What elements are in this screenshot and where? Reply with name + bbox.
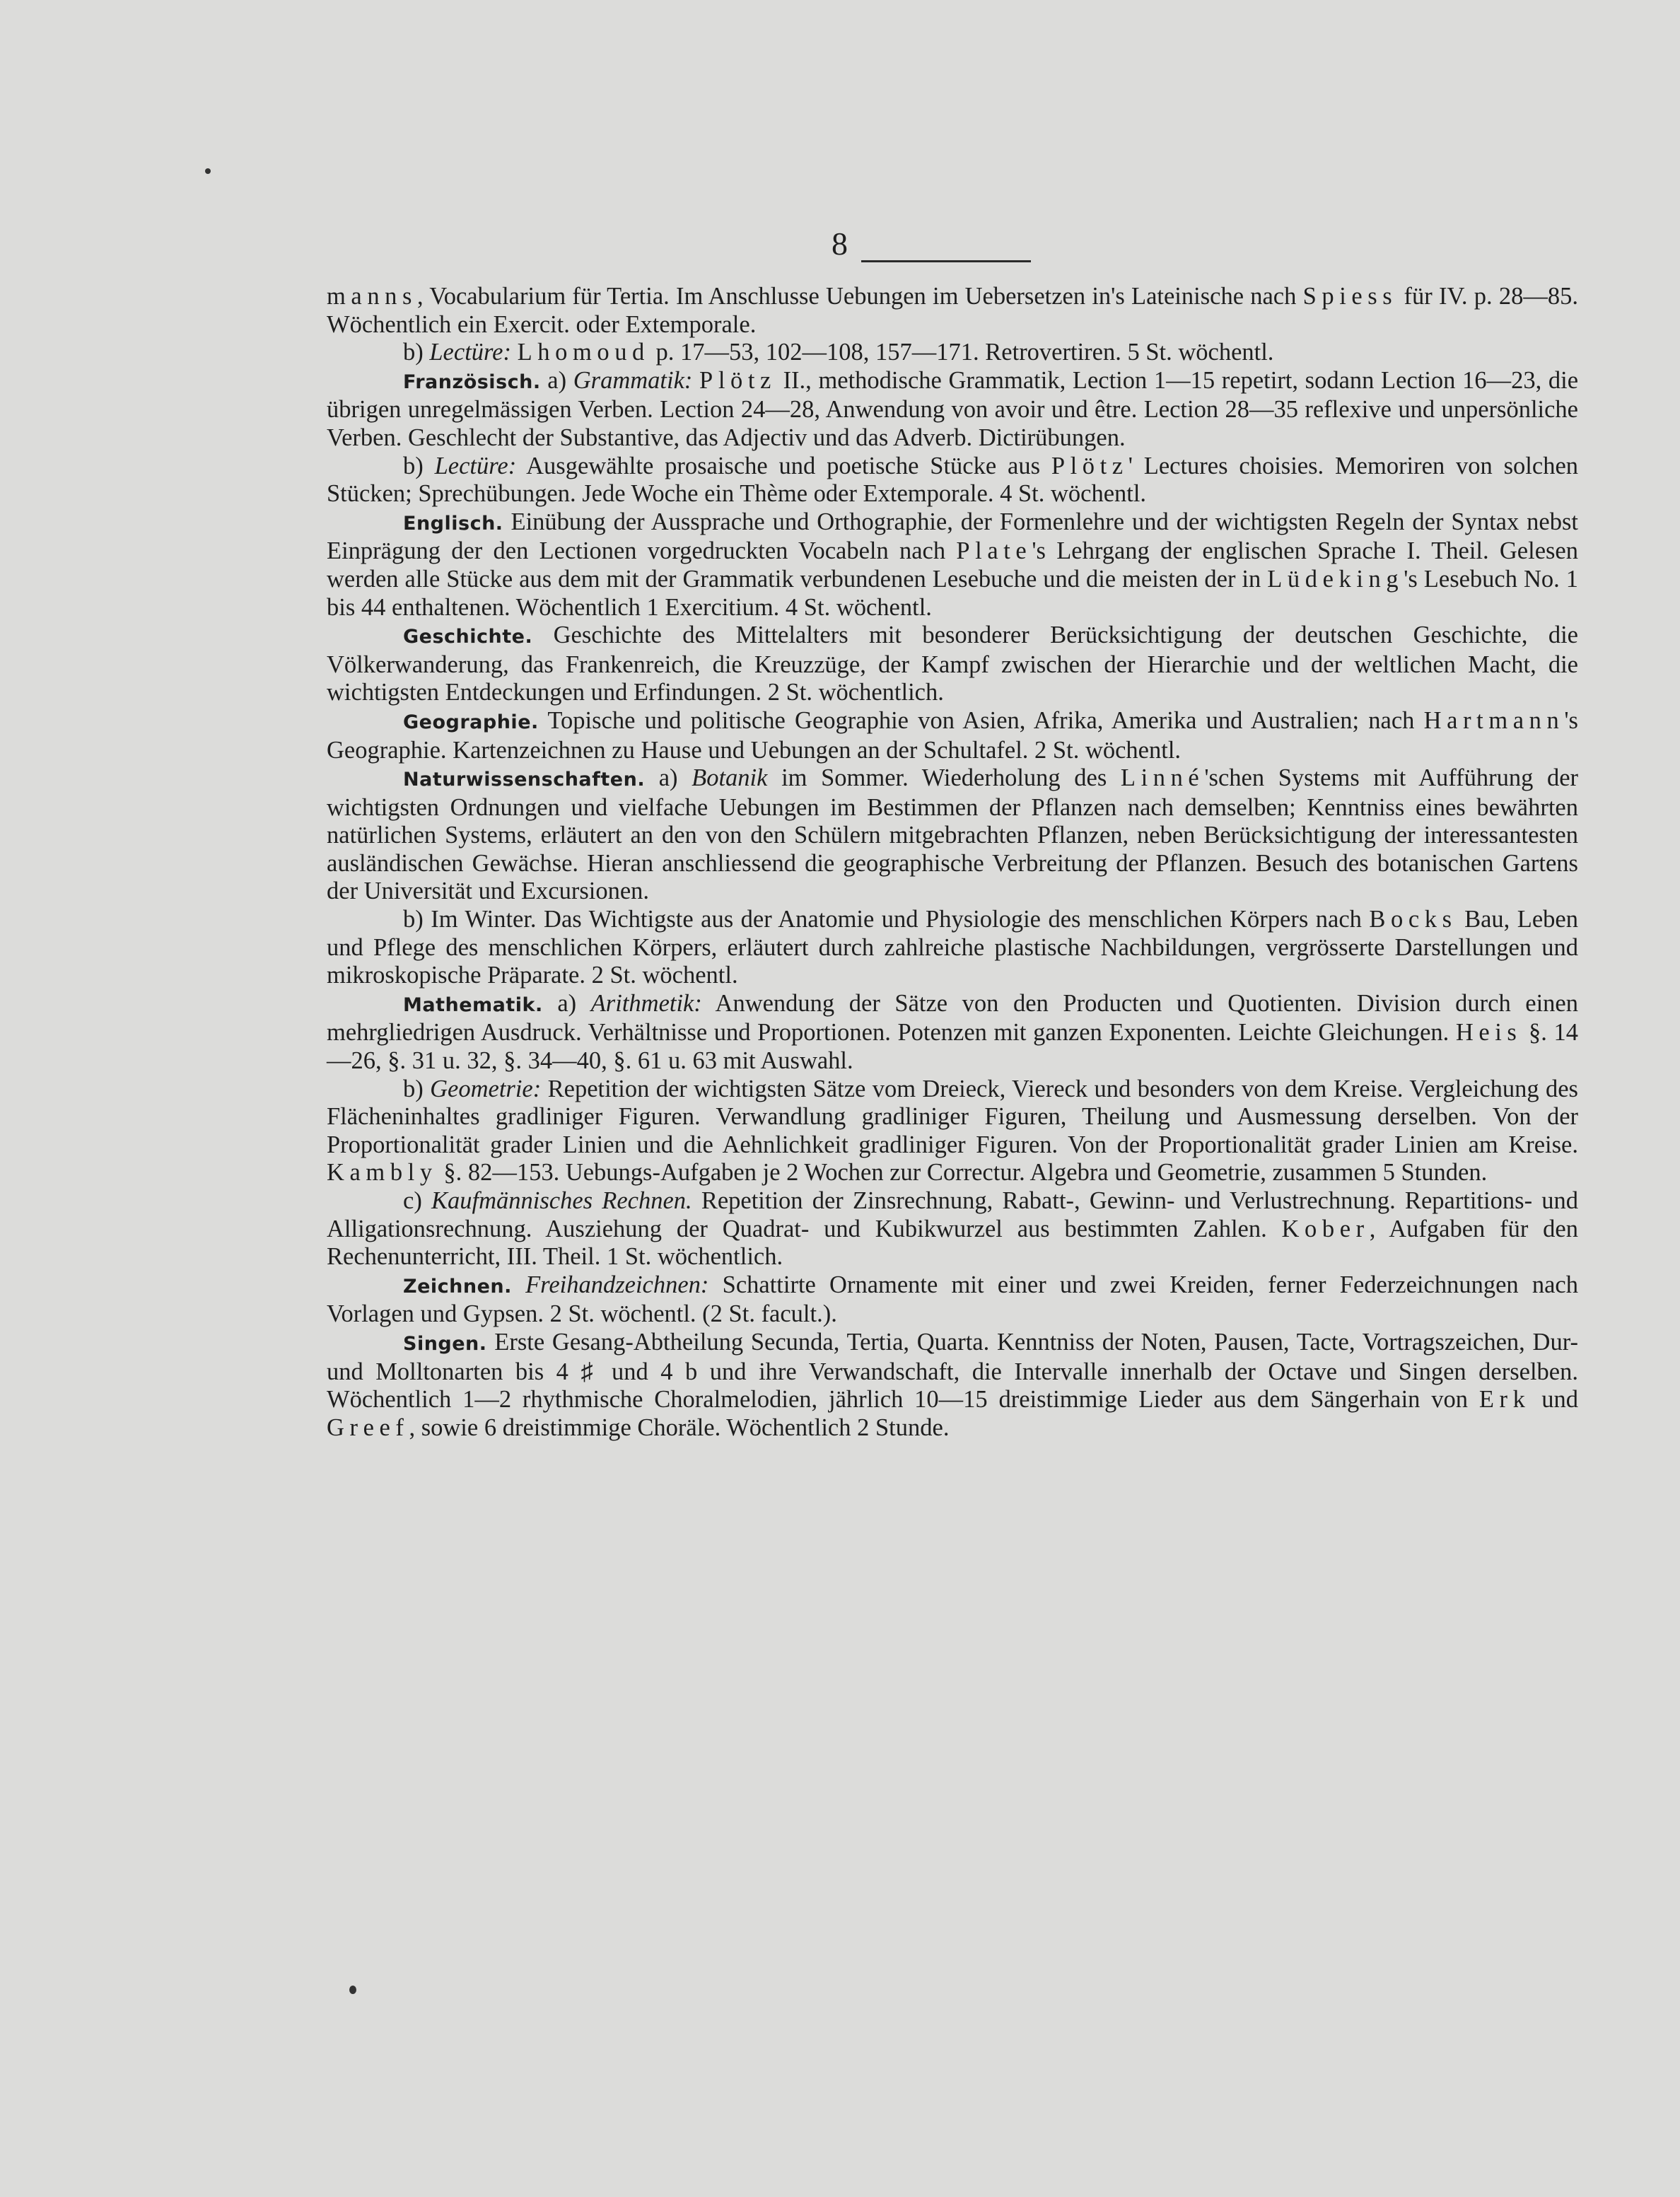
- section-heading: Naturwissenschaften.: [403, 769, 646, 791]
- paragraph-naturwissenschaften-winter: b) Im Winter. Das Wichtigste aus der Anatomie und Physiologie des menschlichen Körpers nach Bocks Bau, Leben und Pflege des menschlichen Körpers, erläutert durch zahlreiche plastische Nachbildungen, vergrösserte Darstellungen und mikroskopische Präparate. 2 St. wöchentl.: [327, 906, 1578, 989]
- paragraph-zeichnen: Zeichnen. Freihandzeichnen: Schattirte Ornamente mit einer und zwei Kreiden, ferner Federzeichnungen nach Vorlagen und Gypsen. 2 St. wöchentl. (2 St. facult.).: [327, 1271, 1578, 1328]
- paragraph-naturwissenschaften-botanik: Naturwissenschaften. a) Botanik im Sommer. Wiederholung des Linné'schen Systems mit Aufführung der wichtigsten Ordnungen und vielfache Uebungen im Bestimmen der Pflanzen nach demselben; Kenntniss eines bewährten natürlichen Systems, erläutert an den von den Schülern mitgebrachten Pflanzen, neben Berücksichtigung der interessantesten ausländischen Gewächse. Hieran anschliessend die geographische Verbreitung der Pflanzen. Besuch des botanischen Gartens der Universität und Excursionen.: [327, 764, 1578, 905]
- header-rule: [861, 260, 1031, 262]
- section-heading: Geographie.: [403, 711, 539, 733]
- paragraph-mathematik-arithmetik: Mathematik. a) Arithmetik: Anwendung der Sätze von den Producten und Quotienten. Division durch einen mehrgliedrigen Ausdruck. Verhältnisse und Proportionen. Potenzen mit ganzen Exponenten. Leichte Gleichungen. Heis §. 14—26, §. 31 u. 32, §. 34—40, §. 61 u. 63 mit Auswahl.: [327, 989, 1578, 1075]
- section-heading: Französisch.: [403, 371, 541, 393]
- page-number: 8: [832, 226, 848, 262]
- paragraph-englisch: Englisch. Einübung der Aussprache und Orthographie, der Formenlehre und der wichtigsten Regeln der Syntax nebst Einprägung der den Lectionen vorgedruckten Vocabeln nach Plate's Lehrgang der englischen Sprache I. Theil. Gelesen werden alle Stücke aus dem mit der Grammatik verbundenen Lesebuche und die meisten der in Lüdeking's Lesebuch No. 1 bis 44 enthaltenen. Wöchentlich 1 Exercitium. 4 St. wöchentl.: [327, 508, 1578, 621]
- print-speck: [349, 1986, 356, 1994]
- page-body: [327, 283, 1578, 1442]
- paragraph-franzoesisch-grammatik: Französisch. a) Grammatik: Plötz II., methodische Grammatik, Lection 1—15 repetirt, sodann Lection 16—23, die übrigen unregelmässigen Verben. Lection 24—28, Anwendung von avoir und être. Lection 28—35 reflexive und unpersönliche Verben. Geschlecht der Substantive, das Adjectiv und das Adverb. Dictirübungen.: [327, 366, 1579, 451]
- section-heading: Geschichte.: [403, 626, 533, 648]
- section-heading: Englisch.: [403, 512, 503, 535]
- section-heading: Singen.: [403, 1332, 487, 1355]
- paragraph-latin-continuation: manns, Vocabularium für Tertia. Im Anschlusse Uebungen im Uebersetzen in's Lateinische nach Spiess für IV. p. 28—85. Wöchentlich ein Exercit. oder Extemporale.: [327, 283, 1578, 338]
- paragraph-geographie: Geographie. Topische und politische Geographie von Asien, Afrika, Amerika und Australien; nach Hartmann's Geographie. Kartenzeichnen zu Hause und Uebungen an der Schultafel. 2 St. wöchentl.: [327, 706, 1578, 764]
- section-heading: Zeichnen.: [403, 1275, 512, 1298]
- print-speck: [205, 168, 211, 174]
- section-heading: Mathematik.: [403, 993, 543, 1016]
- paragraph-latin-lecture: b) Lectüre: Lhomoud p. 17—53, 102—108, 157—171. Retrovertiren. 5 St. wöchentl.: [403, 339, 1274, 366]
- paragraph-mathematik-rechnen: c) Kaufmännisches Rechnen. Repetition der Zinsrechnung, Rabatt-, Gewinn- und Verlustrechnung. Repartitions- und Alligationsrechnung. Ausziehung der Quadrat- und Kubikwurzel aus bestimmten Zahlen. Kober, Aufgaben für den Rechenunterricht, III. Theil. 1 St. wöchentlich.: [327, 1187, 1578, 1271]
- paragraph-mathematik-geometrie: b) Geometrie: Repetition der wichtigsten Sätze vom Dreieck, Viereck und besonders von dem Kreise. Vergleichung des Flächeninhaltes gradliniger Figuren. Verwandlung gradliniger Figuren, Theilung und Ausmessung derselben. Von der Proportionalität grader Linien und die Aehnlichkeit gradliniger Figuren. Von der Proportionalität grader Linien am Kreise. Kambly §. 82—153. Uebungs-Aufgaben je 2 Wochen zur Correctur. Algebra und Geometrie, zusammen 5 Stunden.: [327, 1075, 1578, 1187]
- paragraph-singen: Singen. Erste Gesang-Abtheilung Secunda, Tertia, Quarta. Kenntniss der Noten, Pausen, Tacte, Vortragszeichen, Dur- und Molltonarten bis 4 ♯ und 4 b und ihre Verwandschaft, die Intervalle innerhalb der Octave und Singen derselben. Wöchentlich 1—2 rhythmische Choralmelodien, jährlich 10—15 dreistimmige Lieder aus dem Sängerhain von Erk und Greef, sowie 6 dreistimmige Choräle. Wöchentlich 2 Stunde.: [327, 1328, 1578, 1441]
- paragraph-geschichte: Geschichte. Geschichte des Mittelalters mit besonderer Berücksichtigung der deutschen Geschichte, die Völkerwanderung, das Frankenreich, die Kreuzzüge, der Kampf zwischen der Hierarchie und der weltlichen Macht, die wichtigsten Entdeckungen und Erfindungen. 2 St. wöchentlich.: [327, 622, 1578, 706]
- paragraph-franzoesisch-lecture: b) Lectüre: Ausgewählte prosaische und poetische Stücke aus Plötz' Lectures choisies. Memoriren von solchen Stücken; Sprechübungen. Jede Woche ein Thème oder Extemporale. 4 St. wöchentl.: [327, 452, 1579, 508]
